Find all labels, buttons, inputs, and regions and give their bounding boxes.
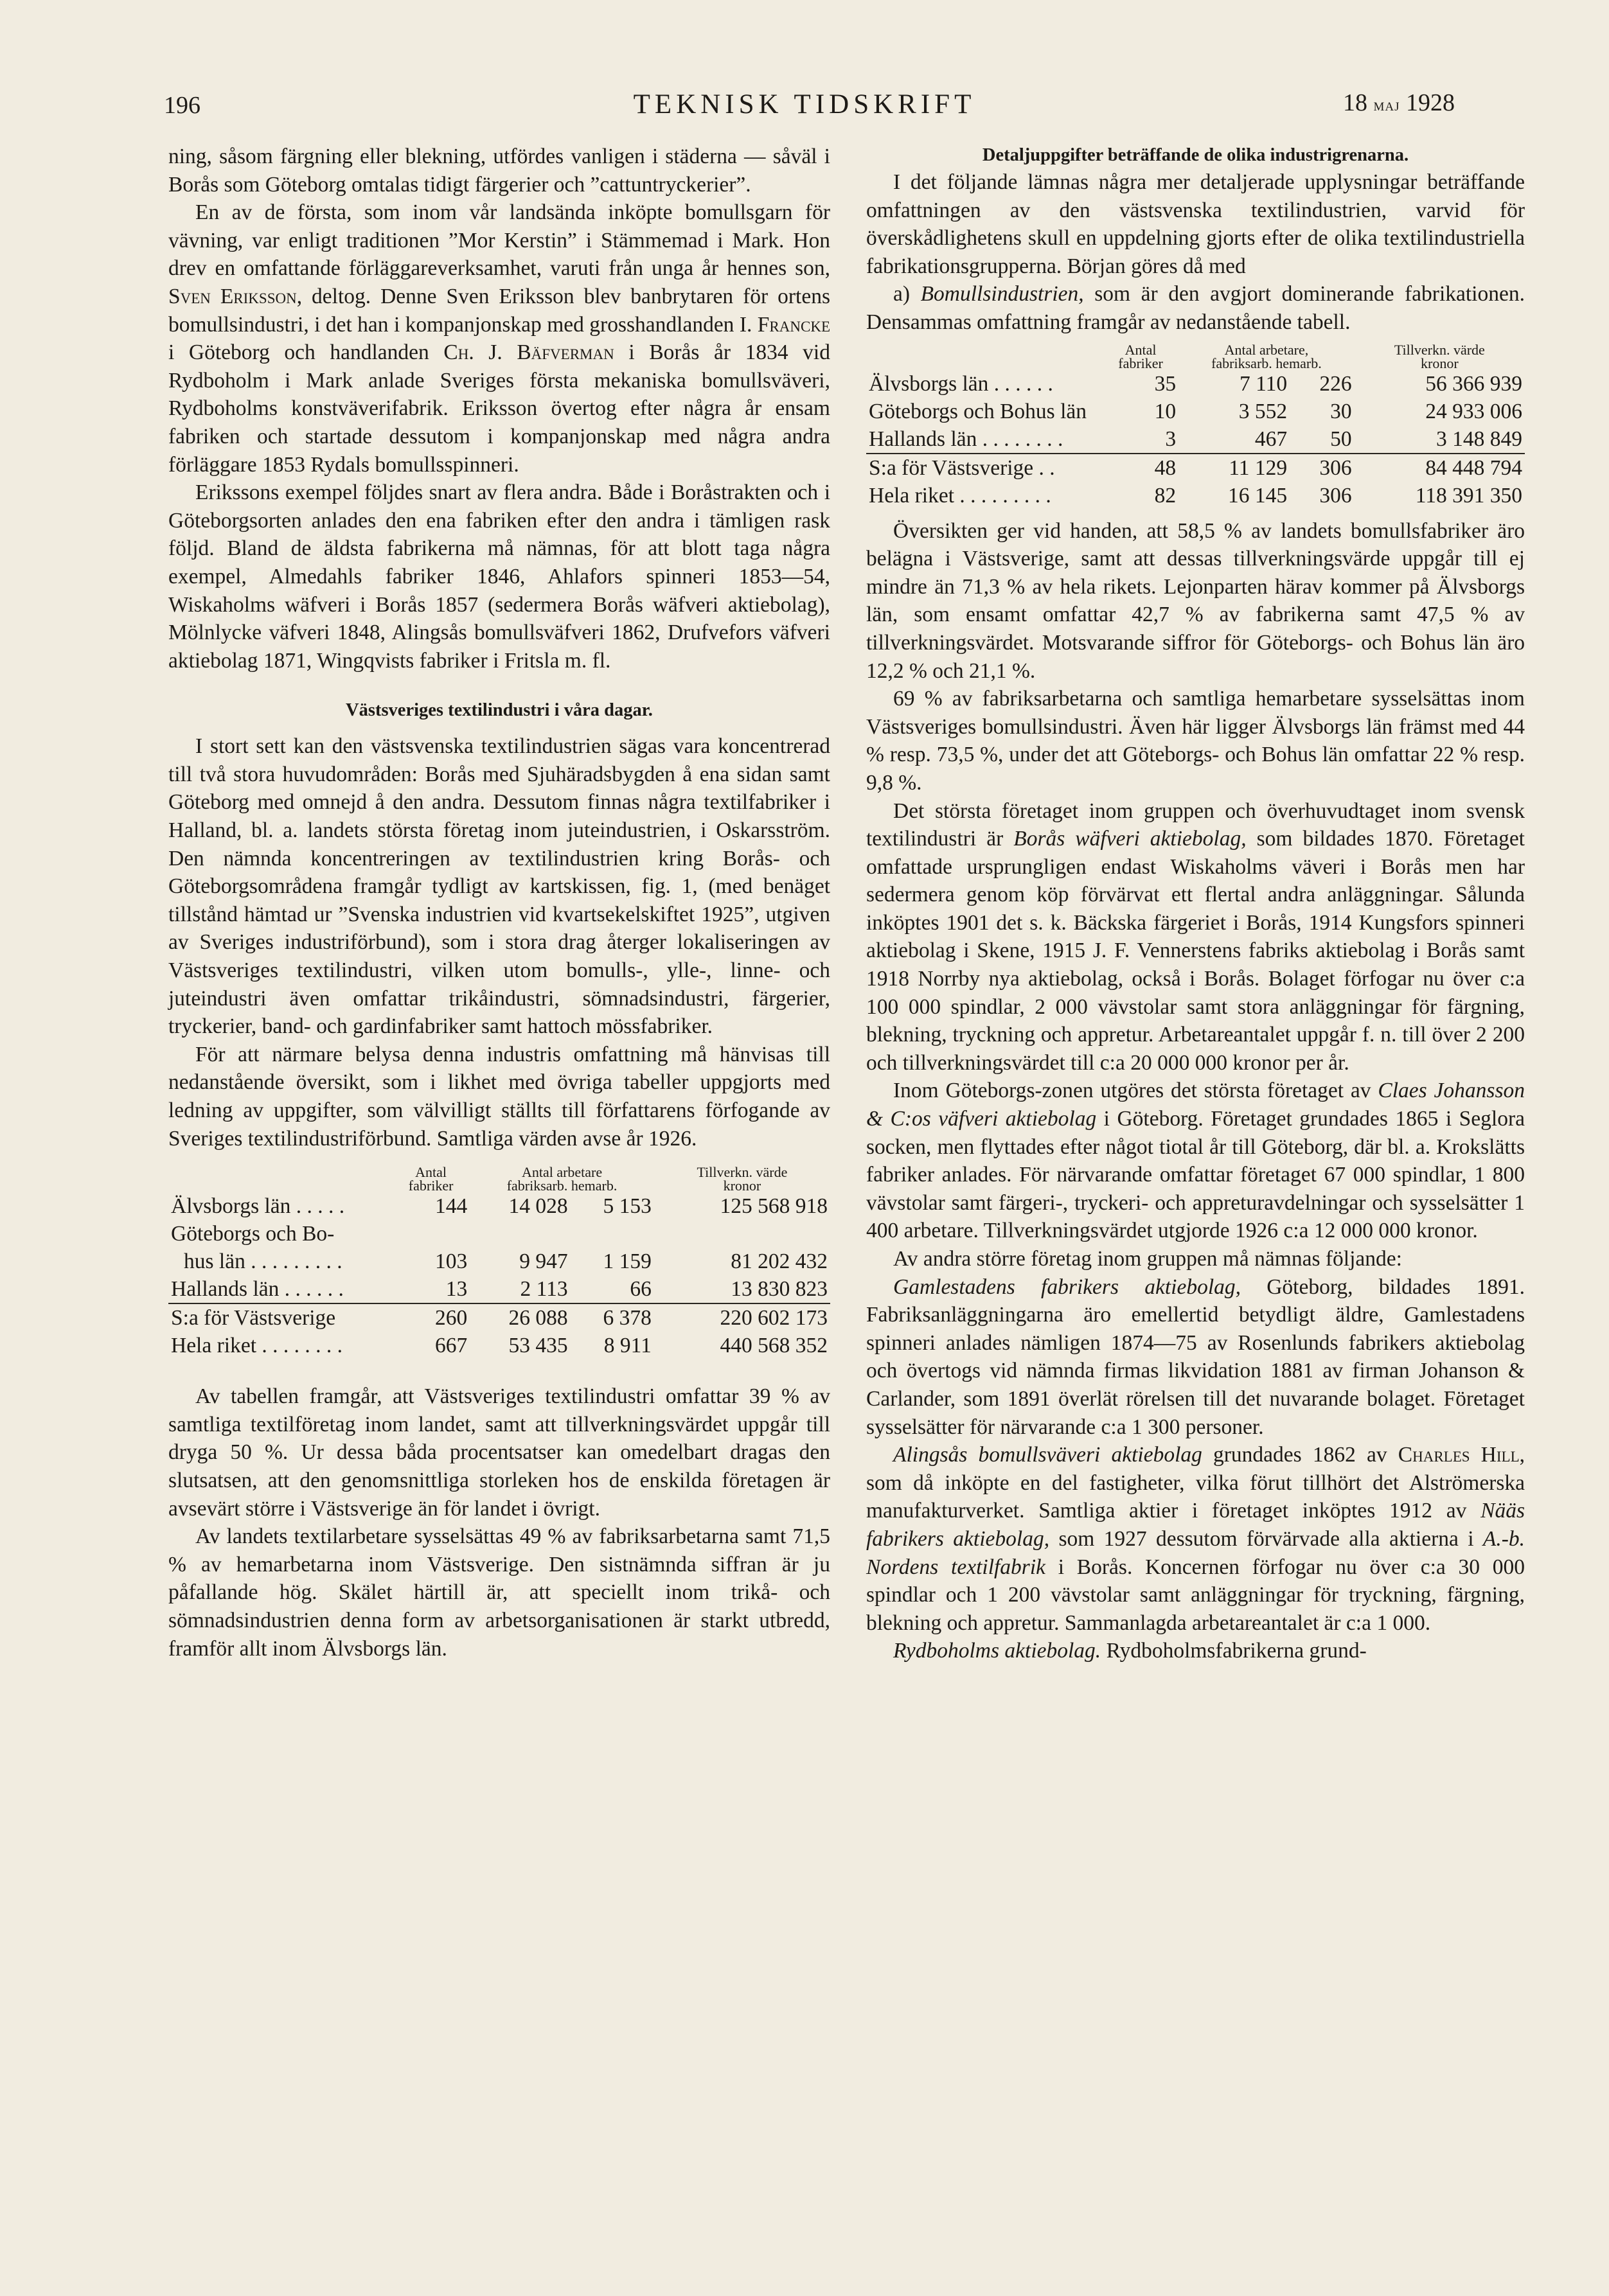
table-row-total: Hela riket . . . . . . . . . 82 16 145 306 118 391 350 <box>869 483 1522 508</box>
table-row: Älvsborgs län . . . . . 144 14 028 5 153 125 568 918 <box>171 1194 828 1219</box>
paragraph: a) Bomullsindustrien, som är den avgjort dominerande fabrikationen. Densammas omfattning framgår av nedanstående tabell. <box>866 282 1525 334</box>
table-row: hus län . . . . . . . . . 103 9 947 1 159 81 202 432 <box>184 1250 828 1274</box>
issue-year: 1928 <box>1406 89 1455 116</box>
person-name: Francke <box>757 312 830 337</box>
left-column <box>168 143 830 1663</box>
issue-day: 18 <box>1343 89 1367 116</box>
person-name: Charles Hill <box>1398 1443 1520 1467</box>
paragraph: Inom Göteborgs-zonen utgöres det största företaget av Claes Johansson & C:os väfveri aktiebolag i Göteborg. Företaget grundades 1865 i Seglora socken, men flyttades efter något tiotal år till Göteborg, där bl. a. Krokslätts fabriker anlades. För närvarande omfattar företaget 67 000 spindlar, 1 800 vävstolar samt färgeri-, tryckeri- och appreturavdelningar och sysselsätter 1 400 arbetare. Tillverkningsvärdet utgjorde 1926 c:a 12 000 000 kronor. <box>866 1079 1525 1243</box>
person-name: Sven Eriksson <box>168 284 297 308</box>
paragraph: Översikten ger vid handen, att 58,5 % av landets bomullsfabriker äro belägna i Västsverige, samt att dessas tillverkningsvärde uppgår till ej mindre än 71,3 % av hela rikets. Lejonparten härav kommer på Älvsborgs län, som ensamt omfattar 42,7 % av fabrikerna samt 47,5 % av tillverkningsvärdet. Motsvarande siffror för Göteborgs- och Bohus län äro 12,2 % och 21,1 %. <box>866 518 1525 683</box>
paragraph: Alingsås bomullsväveri aktiebolag grundades 1862 av Charles Hill, som då inköpte en del fastigheter, vilka förut tillhört det Alströmerska manufakturverket. Samtliga aktier i företaget inköptes 1912 av Nääs fabrikers aktiebolag, som 1927 dessutom förvärvade alla aktierna i A.-b. Nordens textilfabrik i Borås. Koncernen förfogar nu över c:a 30 000 spindlar och 1 200 vävstolar samt anläggningar för tryckning, färgning, blekning och appretur. Sammanlagda arbetareantalet är c:a 1 000. <box>866 1443 1525 1635</box>
col-header-arbetare: Antal arbetare fabriksarb. hemarb. <box>506 1164 618 1194</box>
table-row-total: S:a för Västsverige 260 26 088 6 378 220 602 173 <box>168 1303 830 1332</box>
cotton-industry-table <box>866 343 1525 509</box>
paragraph: Av tabellen framgår, att Västsveriges textilindustri omfattar 39 % av samtliga textilföretag inom landet, samt att tillverkningsvärdet uppgår till dryga 50 %. Ur dessa båda procentsatser kan omedelbart dragas den slutsatsen, att den genomsnittliga storleken hos de enskilda företagen är avsevärt större i Västsverige än för landet i övrigt. <box>168 1384 830 1521</box>
textile-industry-table <box>168 1165 830 1359</box>
section-heading: Detaljuppgifter beträffande de olika industrigrenarna. <box>982 145 1409 165</box>
person-name: Ch. J. Bäfverman <box>443 340 614 365</box>
paragraph: Av landets textilarbetare sysselsättas 49 % av fabriksarbetarna samt 71,5 % av hemarbetarna inom Västsverige. Den sistnämnda siffran är ju påfallande hög. Skälet härtill är, att speciellt inom trikå- och sömnadsindustrien denna form av arbetsorganisationen är starkt utbredd, framför allt inom Älvsborgs län. <box>168 1524 830 1661</box>
table-row-total: Hela riket . . . . . . . . 667 53 435 8 911 440 568 352 <box>171 1334 828 1358</box>
section-heading: Västsveriges textilindustri i våra dagar. <box>346 700 653 721</box>
page-number: 196 <box>164 92 200 119</box>
paragraph: Av andra större företag inom gruppen må nämnas följande: <box>893 1247 1402 1271</box>
paragraph: Gamlestadens fabrikers aktiebolag, Göteborg, bildades 1891. Fabriksanläggningarna äro emellertid betydligt äldre, Gamlestadens spinneri anlades nämligen 1874—75 av Rosenlunds fabrikers aktiebolag och övertogs vid nämnda firmas likvidation 1881 av firman Johanson & Carlander, som 1891 överlät rörelsen till det nuvarande bolaget. Företaget sysselsätter för närvarande c:a 1 300 personer. <box>866 1275 1525 1439</box>
table-row: Hallands län . . . . . . . . 3 467 50 3 148 849 <box>869 427 1522 451</box>
table-row-total: S:a för Västsverige . . 48 11 129 306 84 448 794 <box>866 454 1525 482</box>
issue-month: maj <box>1373 95 1400 114</box>
col-header-varde: Tillverkn. värde kronor <box>697 1164 788 1194</box>
col-header-arbetare: Antal arbetare, fabriksarb. hemarb. <box>1211 341 1322 371</box>
journal-title: TEKNISK TIDSKRIFT <box>633 89 976 119</box>
issue-date <box>1343 89 1455 117</box>
col-header-fabriker: Antal fabriker <box>408 1164 454 1194</box>
right-column <box>866 143 1525 1665</box>
col-header-fabriker: Antal fabriker <box>1118 341 1163 371</box>
table-row: Älvsborgs län . . . . . . 35 7 110 226 56 366 939 <box>869 371 1522 396</box>
paragraph: Rydboholms aktiebolag. Rydboholmsfabrikerna grund- <box>893 1639 1367 1663</box>
paragraph: En av de första, som inom vår landsända inköpte bomullsgarn för vävning, var enligt traditionen ”Mor Kerstin” i Stämmemad i Mark. Hon drev en omfattande förläggareverksamhet, varuti från unga år hennes son, Sven Eriksson, deltog. Denne Sven Eriksson blev banbrytaren för ortens bomullsindustri, i det han i kompanjonskap med grosshandlanden I. Francke i Göteborg och handlanden Ch. J. Bäfverman i Borås år 1834 vid Rydboholm i Mark anlade Sveriges första mekaniska bomullsväveri, Rydboholms konstväverifabrik. Eriksson övertog efter några år ensam fabriken och startade dessutom i kompanjonskap med några andra förläggare 1853 Rydals bomullsspinneri. <box>168 200 830 477</box>
paragraph: ning, såsom färgning eller blekning, utfördes vanligen i städerna — såväl i Borås som Göteborg omtalas tidigt färgerier och ”cattuntryckerier”. <box>168 145 830 197</box>
paragraph: För att närmare belysa denna industris omfattning må hänvisas till nedanstående översikt, som i likhet med övriga tabeller uppgjorts med ledning av uppgifter, som välvilligt ställts till författarens förfogande av Sveriges textilindustriförbund. Samtliga värden avse år 1926. <box>168 1042 830 1151</box>
table-row: Göteborgs och Bohus län 10 3 552 30 24 933 006 <box>869 399 1522 423</box>
paragraph: I det följande lämnas några mer detaljerade upplysningar beträffande omfattningen av den västsvenska textilindustrien, varvid för överskådlighetens skull en uppdelning gjorts efter de olika textilindustriella fabrikationsgrupperna. Början göres då med <box>866 170 1525 278</box>
table-row: Hallands län . . . . . . 13 2 113 66 13 830 823 <box>171 1277 828 1302</box>
paragraph: Erikssons exempel följdes snart av flera andra. Både i Boråstrakten och i Göteborgsorten anlades den ena fabriken efter den andra i tämligen rask följd. Bland de äldsta fabrikerna må nämnas, för att blott taga några exempel, Almedahls fabriker 1846, Ahlafors spinneri 1853—54, Wiskaholms wäfveri i Borås 1857 (sedermera Borås wäfveri aktiebolag), Mölnlycke väfveri 1848, Alingsås bomullsväfveri 1862, Drufvefors väfveri aktiebolag 1871, Wingqvists fabriker i Fritsla m. fl. <box>168 481 830 673</box>
paragraph: Det största företaget inom gruppen och överhuvudtaget inom svensk textilindustri är Borås wäfveri aktiebolag, som bildades 1870. Företaget omfattade ursprungligen endast Wiskaholms väveri i Borås men har sedermera genom köp förvärvat ett flertal andra anläggningar. Sålunda inköptes 1901 det s. k. Bäckska färgeriet i Borås, 1914 Kungsfors spinneri aktiebolag i Skene, 1915 J. F. Vennerstens fabriks aktiebolag i Borås samt 1918 Norrby nya aktiebolag, också i Borås. Bolaget förfogar nu över c:a 100 000 spindlar, 2 000 vävstolar samt stora anläggningar för färgning, blekning, tryckning och appretur. Arbetareantalet uppgår f. n. till över 2 200 och tillverkningsvärdet till c:a 20 000 000 kronor per år. <box>866 799 1525 1075</box>
col-header-varde: Tillverkn. värde kronor <box>1394 341 1485 371</box>
paragraph: I stort sett kan den västsvenska textilindustrien sägas vara koncentrerad till två stora huvudområden: Borås med Sjuhäradsbygden å ena sidan samt Göteborg med omnejd å den andra. Dessutom finnas några textilfabriker i Halland, bl. a. landets största företag inom juteindustrien, i Oskarsström. Den nämnda koncentreringen av textilindustrien kring Borås- och Göteborgsområdena framgår tydligt av kartskissen, fig. 1, (med benäget tillstånd hämtad ur ”Svenska industrien vid kvartsekelskiftet 1925”, utgiven av Sveriges industriförbund), som i stora drag återger lokaliseringen av Västsveriges textilindustri, vilken utom bomulls-, ylle-, linne- och juteindustri även omfattar trikåindustri, sömnadsindustri, färgerier, tryckerier, band- och gardinfabriker samt hattoch mössfabriker. <box>168 734 830 1039</box>
paragraph: 69 % av fabriksarbetarna och samtliga hemarbetare sysselsättas inom Västsveriges bomullsindustri. Även här ligger Älvsborgs län främst med 44 % resp. 73,5 %, under det att Göteborgs- och Bohus län omfattar 22 % resp. 9,8 %. <box>866 687 1525 795</box>
table-row: Göteborgs och Bo- <box>171 1222 335 1246</box>
